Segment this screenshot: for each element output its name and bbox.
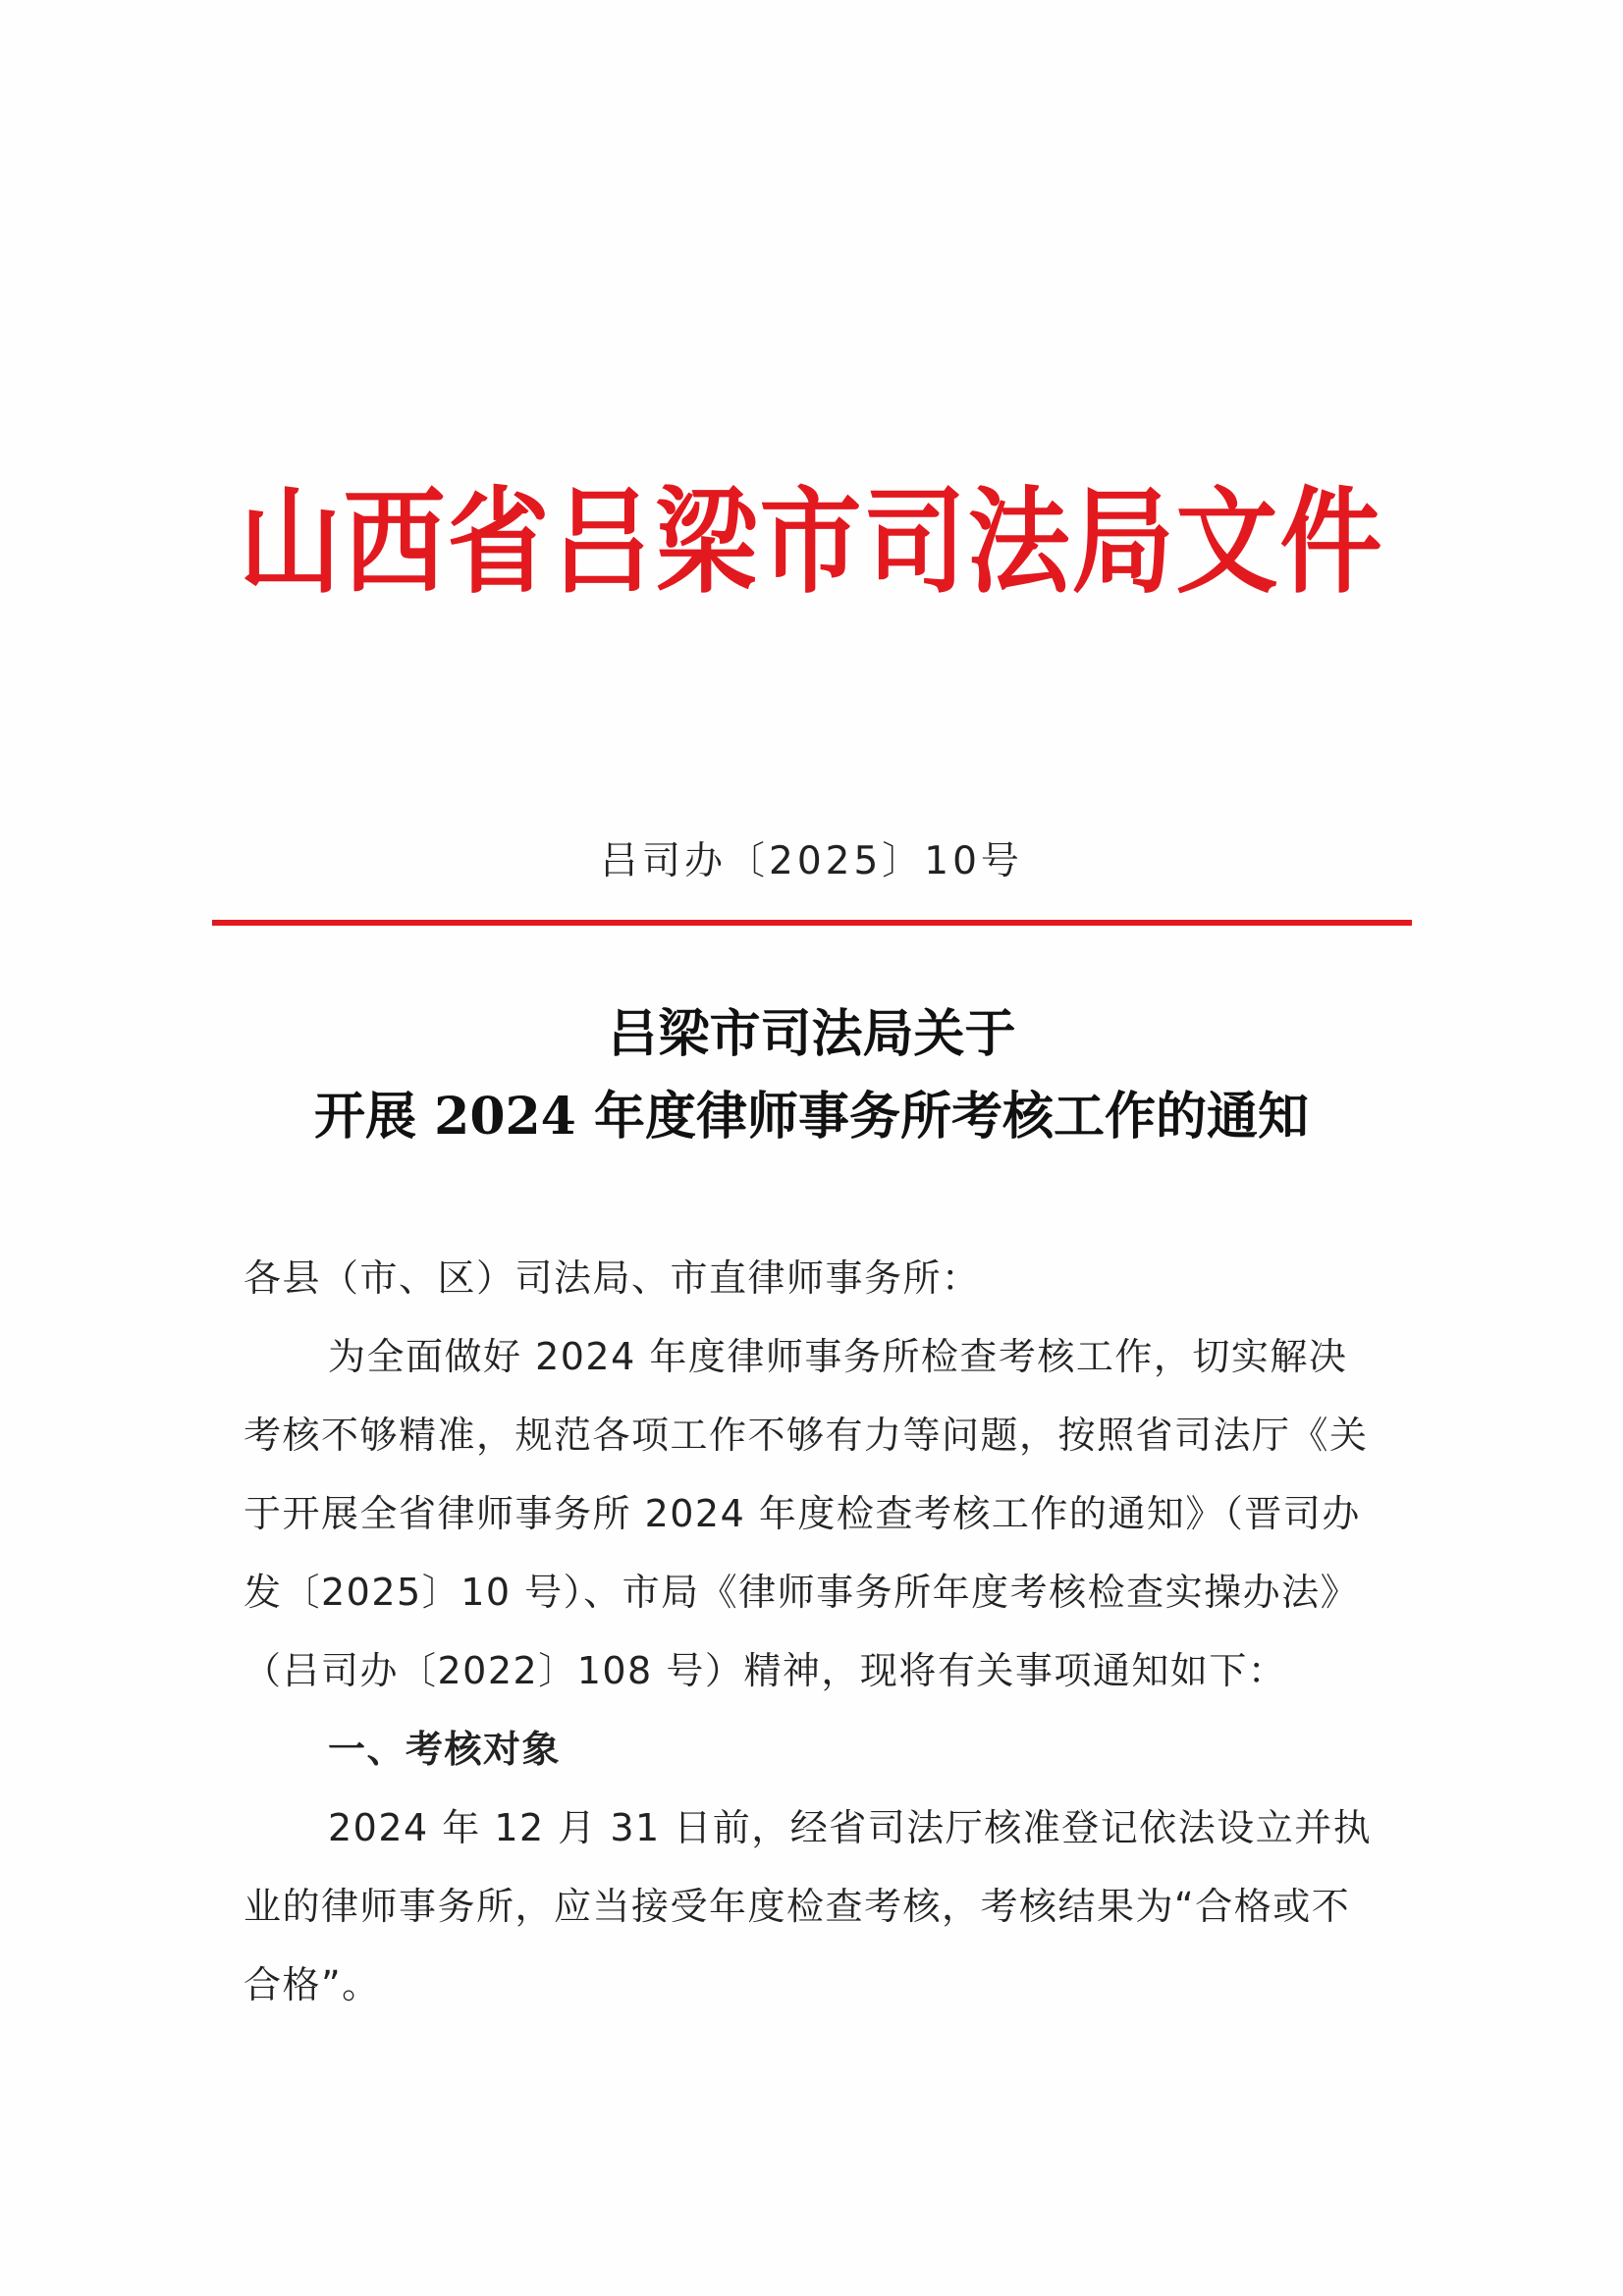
section-1-text: 2024 年 12 月 31 日前，经省司法厅核准登记依法设立并执业的律师事务所，应当接受年度检查考核，考核结果为“合格或不合格”。 <box>243 1806 1373 2006</box>
issuing-authority-header: 山西省吕梁市司法局文件 <box>239 474 1384 610</box>
salutation: 各县（市、区）司法局、市直律师事务所： <box>243 1256 981 1300</box>
intro-paragraph: 为全面做好 2024 年度律师事务所检查考核工作，切实解决考核不够精准，规范各项工作不够有力等问题，按照省司法厅《关于开展全省律师事务所 2024 年度检查考核工作的通知》（晋司办发〔2025〕10 号）、市局《律师事务所年度考核检查实操办法》（吕司办〔2022〕108 号）精神，现将有关事项通知如下： <box>243 1335 1369 1692</box>
document-title <box>0 993 1623 1158</box>
title-line-2: 开展 2024 年度律师事务所考核工作的通知 <box>314 1087 1309 1147</box>
red-separator-line <box>212 920 1412 926</box>
document-number: 吕司办〔2025〕10号 <box>600 839 1023 883</box>
title-line-1: 吕梁市司法局关于 <box>607 1004 1016 1064</box>
document-body <box>243 1239 1379 2024</box>
section-1-heading: 一、考核对象 <box>328 1728 562 1771</box>
